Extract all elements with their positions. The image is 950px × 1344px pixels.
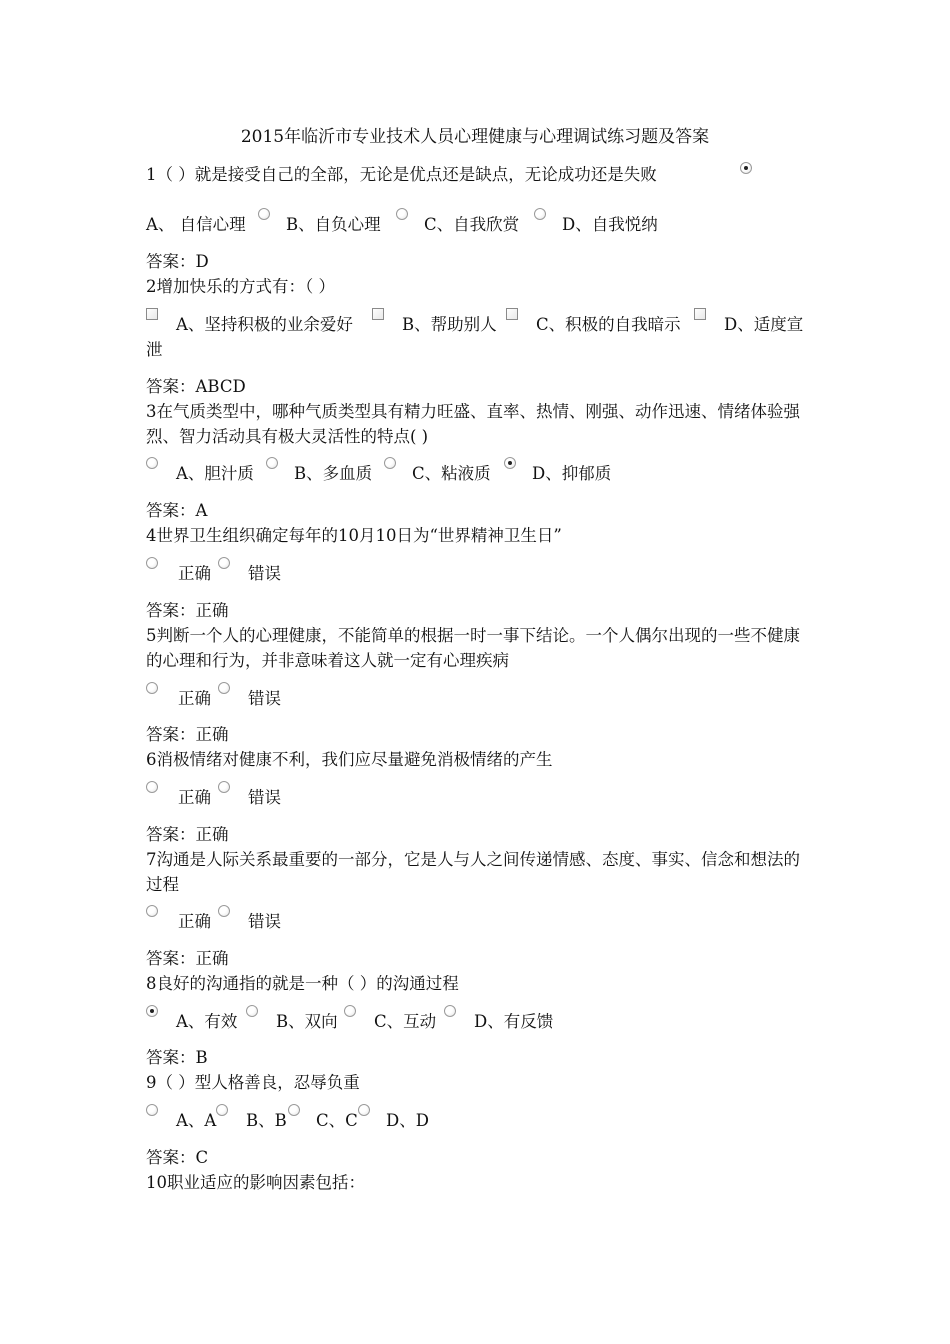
answer-text: 答案：正确 — [146, 725, 229, 744]
question-8-options — [146, 1009, 810, 1034]
option-wrap-text: 泄 — [146, 340, 163, 359]
radio-icon[interactable] — [534, 208, 546, 220]
option-label: A、 自信心理 — [146, 215, 246, 234]
radio-icon[interactable] — [146, 557, 158, 569]
option-label: D、自我悦纳 — [562, 215, 658, 234]
option-label: B、帮助别人 — [402, 315, 497, 334]
document-title: 2015年临沂市专业技术人员心理健康与心理调试练习题及答案 — [240, 127, 710, 147]
radio-icon[interactable] — [146, 1104, 158, 1116]
checkbox-icon[interactable] — [506, 308, 518, 320]
option-label: A、胆汁质 — [176, 464, 254, 483]
question-7-options — [146, 909, 810, 934]
question-9-options — [146, 1108, 810, 1133]
question-text: 7沟通是人际关系最重要的一部分，它是人与人之间传递情感、态度、事实、信念和想法的过程 — [146, 850, 800, 894]
answer-text: 答案：正确 — [146, 949, 229, 968]
question-4-options — [146, 561, 810, 586]
question-text: 6消极情绪对健康不利，我们应尽量避免消极情绪的产生 — [146, 750, 553, 769]
question-6 — [146, 747, 810, 772]
option-label: B、双向 — [276, 1012, 338, 1031]
radio-icon[interactable] — [504, 457, 516, 469]
option-label: C、自我欣赏 — [424, 215, 520, 234]
question-text: 5判断一个人的心理健康，不能简单的根据一时一事下结论。一个人偶尔出现的一些不健康的心理和行为，并非意味着这人就一定有心理疾病 — [146, 626, 800, 670]
radio-icon[interactable] — [384, 457, 396, 469]
option-label: C、C — [316, 1111, 358, 1130]
question-text: 4世界卫生组织确定每年的10月10日为“世界精神卫生日” — [146, 526, 562, 545]
radio-icon[interactable] — [218, 682, 230, 694]
option-label: 错误 — [248, 689, 281, 708]
option-label: B、自负心理 — [286, 215, 381, 234]
question-10 — [146, 1170, 810, 1195]
question-text: 8良好的沟通指的就是一种（ ）的沟通过程 — [146, 974, 459, 993]
question-5 — [146, 623, 810, 673]
question-2 — [146, 274, 810, 299]
answer-text: 答案：C — [146, 1148, 209, 1167]
option-label: 正确 — [178, 912, 211, 931]
answer-text: 答案：正确 — [146, 825, 229, 844]
radio-icon[interactable] — [218, 905, 230, 917]
radio-icon[interactable] — [216, 1104, 228, 1116]
answer-text: 答案：D — [146, 252, 209, 271]
answer-text: 答案：B — [146, 1048, 208, 1067]
radio-icon[interactable] — [146, 457, 158, 469]
answer-text: 答案：A — [146, 501, 208, 520]
option-label: C、互动 — [374, 1012, 437, 1031]
radio-icon[interactable] — [218, 557, 230, 569]
option-label: 错误 — [248, 788, 281, 807]
answer-text: 答案：ABCD — [146, 377, 246, 396]
question-text: 10职业适应的影响因素包括： — [146, 1173, 365, 1192]
question-9 — [146, 1070, 810, 1095]
option-label: D、D — [386, 1111, 429, 1130]
option-label: A、有效 — [176, 1012, 238, 1031]
radio-icon[interactable] — [146, 682, 158, 694]
question-1 — [146, 162, 810, 187]
question-text: 3在气质类型中，哪种气质类型具有精力旺盛、直率、热情、刚强、动作迅速、情绪体验强烈、智力活动具有极大灵活性的特点( ) — [146, 402, 800, 446]
radio-icon[interactable] — [740, 162, 752, 174]
radio-icon[interactable] — [246, 1005, 258, 1017]
option-label: 错误 — [248, 564, 281, 583]
radio-icon[interactable] — [444, 1005, 456, 1017]
option-label: 正确 — [178, 788, 211, 807]
option-label: 错误 — [248, 912, 281, 931]
radio-icon[interactable] — [218, 781, 230, 793]
checkbox-icon[interactable] — [146, 308, 158, 320]
option-label: 正确 — [178, 564, 211, 583]
radio-icon[interactable] — [396, 208, 408, 220]
question-text: 2增加快乐的方式有：（ ） — [146, 277, 335, 296]
radio-icon[interactable] — [258, 208, 270, 220]
radio-icon[interactable] — [146, 905, 158, 917]
checkbox-icon[interactable] — [372, 308, 384, 320]
question-8 — [146, 971, 810, 996]
option-label: C、粘液质 — [412, 464, 491, 483]
option-label: D、适度宣 — [724, 315, 804, 334]
option-label: A、坚持积极的业余爱好 — [176, 315, 353, 334]
radio-icon[interactable] — [344, 1005, 356, 1017]
option-label: D、抑郁质 — [532, 464, 612, 483]
option-label: D、有反馈 — [474, 1012, 554, 1031]
question-3 — [146, 399, 810, 449]
question-1-options — [146, 212, 810, 237]
option-label: C、积极的自我暗示 — [536, 315, 681, 334]
question-5-options — [146, 686, 810, 711]
answer-text: 答案：正确 — [146, 601, 229, 620]
option-label: B、B — [246, 1111, 287, 1130]
radio-icon[interactable] — [146, 1005, 158, 1017]
radio-icon[interactable] — [358, 1104, 370, 1116]
radio-icon[interactable] — [266, 457, 278, 469]
question-4 — [146, 523, 810, 548]
radio-icon[interactable] — [146, 781, 158, 793]
question-6-options — [146, 785, 810, 810]
option-label: 正确 — [178, 689, 211, 708]
checkbox-icon[interactable] — [694, 308, 706, 320]
question-2-options — [146, 312, 810, 362]
question-3-options — [146, 461, 810, 486]
option-label: A、A — [176, 1111, 217, 1130]
radio-icon[interactable] — [288, 1104, 300, 1116]
question-text: 9（ ）型人格善良，忍辱负重 — [146, 1073, 360, 1092]
question-text: 1（ ）就是接受自己的全部，无论是优点还是缺点，无论成功还是失败 — [146, 165, 657, 184]
option-label: B、多血质 — [294, 464, 373, 483]
question-7 — [146, 847, 810, 897]
